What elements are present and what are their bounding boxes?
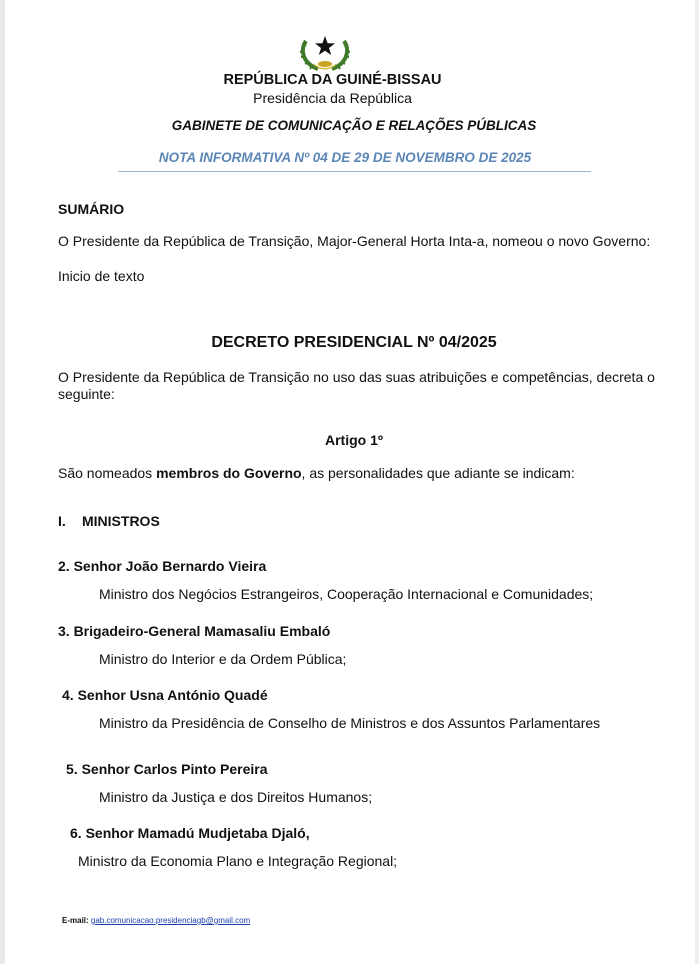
minister-role: Ministro dos Negócios Estrangeiros, Cooperação Internacional e Comunidades; [99, 586, 594, 602]
header-divider [118, 171, 591, 172]
national-emblem-icon [298, 33, 352, 73]
country-title: REPÚBLICA DA GUINÉ-BISSAU [223, 72, 442, 88]
minister-name: 3. Brigadeiro-General Mamasaliu Embaló [58, 623, 331, 639]
email-label: E-mail: [62, 916, 89, 925]
note-title: NOTA INFORMATIVA Nº 04 DE 29 DE NOVEMBRO DE 2025 [158, 150, 532, 165]
text-start: Inicio de texto [58, 268, 145, 284]
minister-role: Ministro da Presidência de Conselho de Ministros e dos Assuntos Parlamentares [99, 715, 601, 731]
minister-name: 2. Senhor João Bernardo Vieira [58, 558, 267, 574]
appointment-text-bold: membros do Governo [156, 465, 302, 481]
decree-intro-line1: O Presidente da República de Transição no uso das suas atribuições e competências, decreta o [58, 369, 655, 385]
decree-title: DECRETO PRESIDENCIAL Nº 04/2025 [211, 334, 497, 351]
email-link[interactable]: gab.comunicacao.presidenciagb@gmail.com [90, 916, 251, 925]
appointment-text-after: , as personalidades que adiante se indicam: [301, 465, 575, 481]
summary-heading: SUMÁRIO [58, 201, 125, 217]
summary-text: O Presidente da República de Transição, Major-General Horta Inta-a, nomeou o novo Governo: [58, 233, 651, 249]
decree-intro-line2: seguinte: [58, 386, 115, 402]
minister-role: Ministro da Justiça e dos Direitos Humanos; [99, 789, 373, 805]
article-heading: Artigo 1º [324, 432, 383, 448]
minister-role: Ministro da Economia Plano e Integração Regional; [78, 853, 398, 869]
minister-name: 6. Senhor Mamadú Mudjetaba Djaló, [70, 825, 310, 841]
minister-role: Ministro do Interior e da Ordem Pública; [99, 651, 347, 667]
page-edge-left [0, 0, 5, 964]
minister-name: 4. Senhor Usna António Quadé [62, 687, 268, 703]
appointment-statement [58, 465, 575, 481]
minister-name: 5. Senhor Carlos Pinto Pereira [66, 761, 268, 777]
presidency-subtitle: Presidência da República [253, 90, 412, 106]
footer-email [62, 916, 250, 925]
section-title: MINISTROS [82, 513, 160, 529]
section-numeral: I. [58, 513, 66, 529]
appointment-text-before: São nomeados [58, 465, 157, 481]
office-title: GABINETE DE COMUNICAÇÃO E RELAÇÕES PÚBLICAS [171, 118, 537, 133]
page-edge-right [695, 0, 699, 964]
